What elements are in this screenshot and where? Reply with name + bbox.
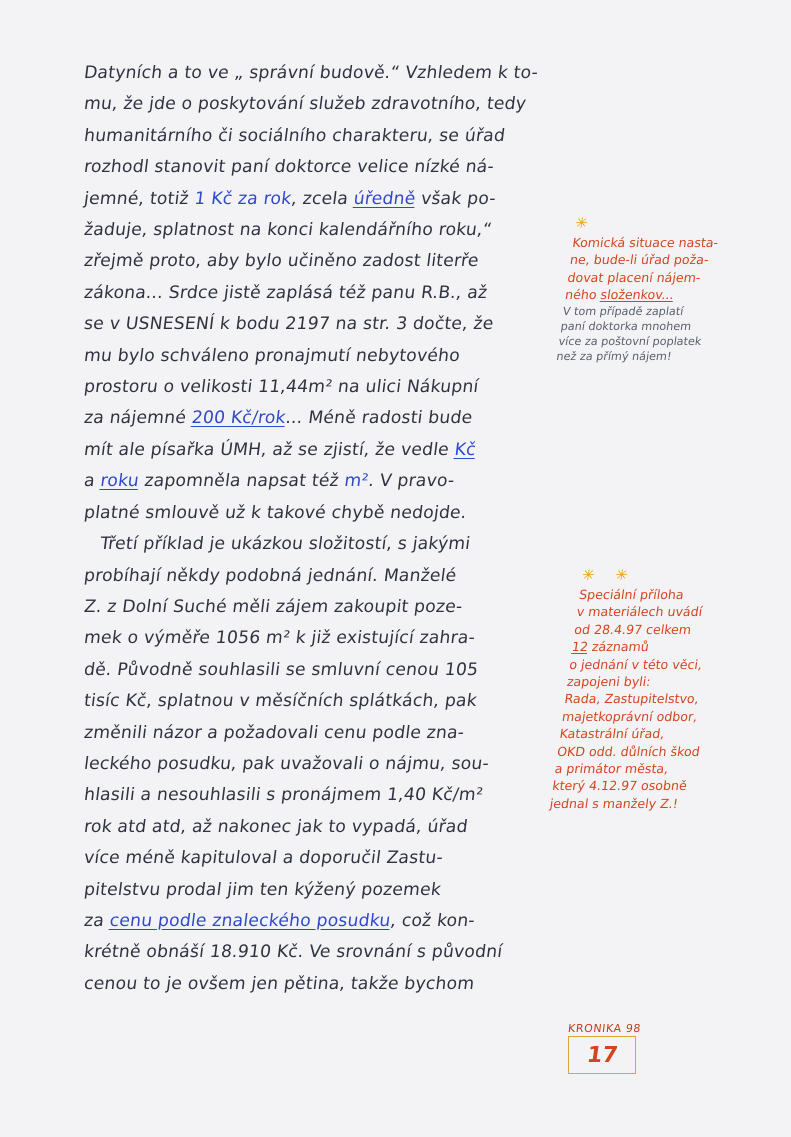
body-line [82, 58, 566, 89]
body-line [82, 309, 566, 340]
margin-note-line [571, 638, 769, 655]
margin-note-run: více za poštovní poplatek [557, 335, 703, 349]
margin-note-run: ne, bude-li úřad poža- [569, 252, 710, 268]
page-number: 17 [584, 1042, 620, 1068]
body-text-run: humanitárního či sociálního charakteru, se úřad [82, 125, 507, 146]
margin-note-line [569, 251, 767, 268]
margin-note-line [578, 586, 776, 603]
margin-note-line [556, 743, 754, 760]
body-line [82, 969, 566, 1000]
margin-note-run: zapojeni byli: [566, 674, 652, 690]
body-text-run: mu bylo schváleno pronajmutí nebytového [82, 345, 462, 366]
margin-note-line [564, 286, 762, 303]
body-text-run: cenu podle znaleckého posudku [108, 910, 392, 931]
body-text-run: hlasili a nesouhlasili s pronájmem 1,40 Kč/m² [82, 785, 485, 806]
margin-note-line [576, 603, 774, 620]
body-line [82, 435, 566, 466]
margin-note-line [558, 334, 756, 349]
margin-note-1 [555, 214, 772, 364]
margin-note-2 [549, 566, 780, 812]
body-line [82, 718, 566, 749]
body-text-run: mek o výměře 1056 m² k již existující zahra- [82, 628, 477, 649]
body-text-run: mu, že jde o poskytování služeb zdravotního, tedy [82, 94, 528, 115]
margin-note-line [554, 760, 752, 777]
body-text-run: 200 Kč/rok [190, 408, 287, 429]
margin-note-line [566, 673, 764, 690]
body-text-run: platné smlouvě už k takové chybě nedojde. [82, 502, 468, 523]
body-line [82, 246, 566, 277]
margin-note-run: který 4.12.97 osobně [551, 778, 688, 794]
body-line [82, 686, 566, 717]
body-line [82, 592, 566, 623]
margin-note-run: o jednání v této věci, [568, 656, 704, 672]
body-text-run: 1 Kč za rok [193, 188, 293, 209]
body-line [82, 372, 566, 403]
body-line [82, 561, 566, 592]
margin-note-run: Rada, Zastupitelstvo, [563, 691, 700, 707]
body-line [82, 749, 566, 780]
body-line [82, 215, 566, 246]
body-text-run: roku [99, 471, 141, 492]
body-text-run: Kč [453, 439, 477, 460]
margin-note-line [568, 656, 766, 673]
margin-note-line [561, 708, 759, 725]
margin-note-line [563, 690, 761, 707]
body-line [82, 623, 566, 654]
margin-note-run: OKD odd. důlních škod [556, 743, 701, 759]
body-text-run: Třetí příklad je ukázkou složitostí, s jakými [98, 534, 472, 555]
body-line [82, 875, 566, 906]
margin-note-run: 12 [570, 639, 590, 655]
margin-note-run: v materiálech uvádí [575, 604, 704, 620]
margin-note-run: Komická situace nasta- [571, 235, 720, 250]
body-text-run: Datyních a to ve „ správní budově.“ Vzhledem k to- [82, 63, 540, 83]
margin-note-run: než za přímý nájem! [555, 350, 673, 364]
margin-note-line [562, 304, 760, 319]
body-text-run: a [82, 471, 102, 492]
margin-note-run: Speciální příloha [578, 587, 685, 602]
margin-note-line [573, 621, 771, 638]
margin-note-run: majetkoprávní odbor, [561, 708, 699, 724]
body-text-run: zřejmě proto, aby bylo učiněno zadost literře [82, 251, 480, 272]
body-text-run: jemné, totiž [82, 188, 196, 209]
body-text-run: více méně kapituloval a doporučil Zastu- [82, 848, 445, 869]
body-text-run: žaduje, splatnost na konci kalendářního roku,“ [82, 220, 494, 241]
body-line [82, 121, 566, 152]
body-text-run: dě. Původně souhlasili se smluvní cenou 105 [82, 659, 480, 680]
body-text-run: , zcela [290, 188, 355, 209]
margin-note-run: paní doktorka mnohem [559, 319, 693, 333]
body-line [82, 184, 566, 215]
margin-note-run: V tom případě zaplatí [562, 304, 685, 318]
margin-note-line [560, 319, 758, 334]
body-text-run: za [82, 910, 111, 931]
page-number-box [568, 1036, 636, 1074]
margin-note-run: jednal s manžely Z.! [548, 795, 679, 811]
body-line [82, 937, 566, 968]
body-line [82, 498, 566, 529]
body-text-run: . V pravo- [367, 471, 456, 492]
body-text-run: ... Méně radosti bude [284, 408, 474, 429]
margin-note-run: a primátor města, [553, 761, 670, 777]
margin-note-line [571, 234, 769, 251]
body-text-run: za nájemné [82, 408, 193, 429]
body-line [82, 466, 566, 497]
body-line [82, 906, 566, 937]
body-line [82, 655, 566, 686]
body-text-run: však po- [414, 188, 498, 209]
body-text-run: tisíc Kč, splatnou v měsíčních splátkách, pak [82, 691, 479, 712]
body-text-run: rozhodl stanovit paní doktorce velice nízké ná- [82, 157, 496, 178]
page-number-stamp [568, 1022, 664, 1074]
kronika-label: KRONIKA 98 [567, 1022, 642, 1035]
handwritten-body [84, 58, 564, 1000]
body-text-run: zapomněla napsat též [137, 471, 346, 492]
body-line [82, 152, 566, 183]
body-text-run: změnili názor a požadovali cenu podle zna- [82, 722, 466, 743]
margin-note-run: Katastrální úřad, [558, 726, 666, 742]
body-text-run: mít ale písařka ÚMH, až se zjistí, že vedle [82, 439, 456, 460]
star-icon: ✳ [574, 214, 598, 232]
body-text-run: leckého posudku, pak uvažovali o nájmu, sou- [82, 753, 491, 774]
body-text-run: zákona... Srdce jistě zaplásá též panu R.B., až [82, 282, 489, 303]
margin-note-run: od 28.4.97 celkem [573, 621, 693, 637]
margin-note-line [551, 777, 749, 794]
body-text-run: rok atd atd, až nakonec jak to vypadá, úřad [82, 816, 469, 837]
body-line [82, 780, 566, 811]
body-line [82, 89, 566, 120]
margin-note-line [555, 349, 753, 364]
body-text-run: prostoru o velikosti 11,44m² na ulici Nákupní [82, 377, 480, 398]
margin-note-run: ného [564, 287, 602, 303]
body-text-run: Z. z Dolní Suché měli zájem zakoupit poze- [82, 596, 464, 617]
body-line [82, 278, 566, 309]
body-text-run: cenou to je ovšem jen pětina, takže bychom [82, 973, 476, 994]
body-line [82, 341, 566, 372]
margin-note-run: dovat placení nájem- [566, 269, 702, 285]
body-line [82, 529, 566, 560]
margin-note-line [566, 269, 764, 286]
body-line [82, 403, 566, 434]
star-icon: ✳ ✳ [580, 566, 638, 584]
body-line [82, 812, 566, 843]
body-text-run: se v USNESENÍ k bodu 2197 na str. 3 dočte, že [82, 314, 495, 335]
margin-note-run: složenkov... [599, 287, 675, 303]
body-line [82, 843, 566, 874]
body-text-run: úředně [352, 188, 417, 209]
margin-note-run: záznamů [586, 639, 650, 655]
body-text-run: krétně obnáší 18.910 Kč. Ve srovnání s původní [82, 942, 504, 963]
margin-note-line [549, 795, 747, 812]
margin-note-line [558, 725, 756, 742]
body-text-run: probíhají někdy podobná jednání. Manželé [82, 565, 458, 586]
body-text-run: m² [343, 471, 370, 492]
body-text-run: pitelstvu prodal jim ten kýžený pozemek [82, 879, 443, 900]
body-text-run: , což kon- [389, 910, 477, 931]
